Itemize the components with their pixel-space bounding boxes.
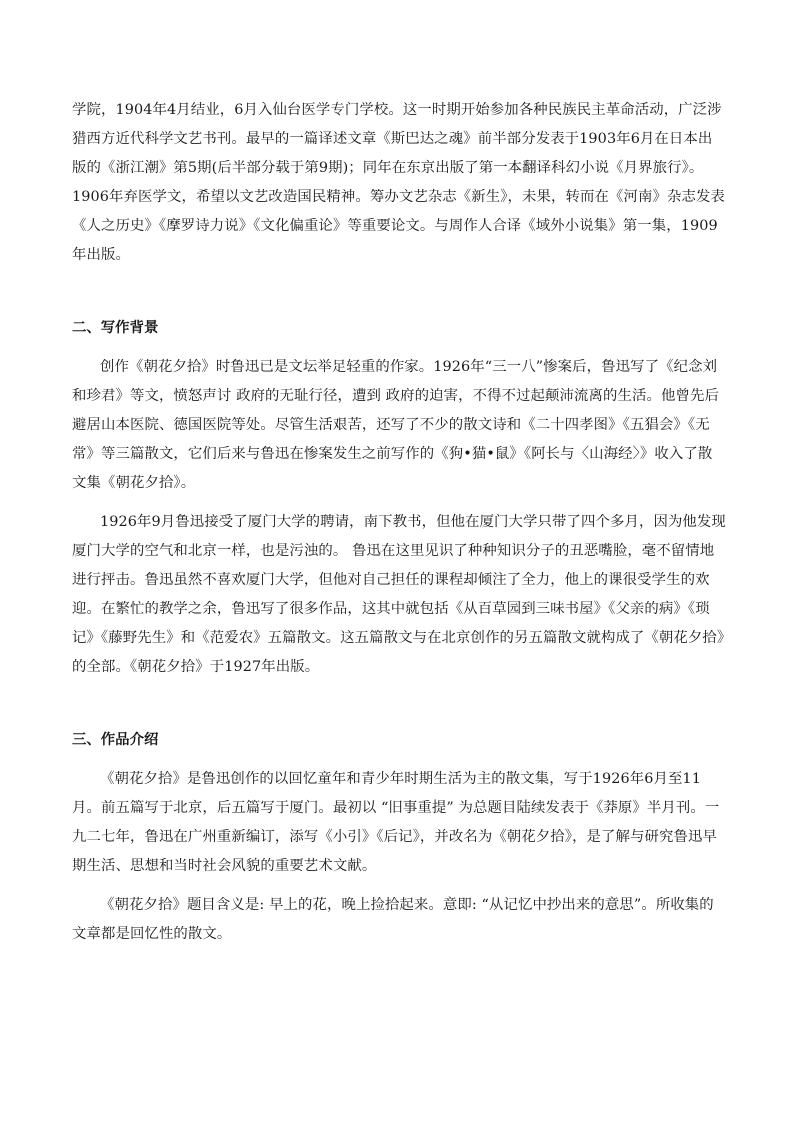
- section-heading-work-introduction: 三、作品介绍: [72, 732, 159, 748]
- document-body: [72, 96, 726, 949]
- paragraph: 《朝花夕拾》题目含义是: 早上的花，晚上捡拾起来。意即: “从记忆中抄出来的意思”。所收集的文章都是回忆性的散文。: [72, 897, 714, 942]
- section-heading-writing-background: 二、写作背景: [72, 320, 159, 336]
- intro-paragraph: 学院，1904年4月结业，6月入仙台医学专门学校。这一时期开始参加各种民族民主革命活动，广泛涉猎西方近代科学文艺书刊。最早的一篇译述文章《斯巴达之魂》前半部分发表于1903年6月在日本出版的《浙江潮》第5期(后半部分载于第9期)；同年在东京出版了第一本翻译科幻小说《月界旅行》。1906年弃医学文，希望以文艺改造国民精神。筹办文艺杂志《新生》，未果，转而在《河南》杂志发表《人之历史》《摩罗诗力说》《文化偏重论》等重要论文。与周作人合译《域外小说集》第一集，1909年出版。: [72, 102, 725, 263]
- paragraph: 《朝花夕拾》是鲁迅创作的以回忆童年和青少年时期生活为主的散文集，写于1926年6月至11月。前五篇写于北京，后五篇写于厦门。最初以 “旧事重提” 为总题目陆续发表于《莽原》半月刊。一九二七年，鲁迅在广州重新编订，添写《小引》《后记》，并改名为《朝花夕拾》，是了解与研究鲁迅早期生活、思想和当时社会风貌的重要艺术文献。: [72, 771, 720, 874]
- section-writing-background: [72, 314, 726, 682]
- section-work-introduction: [72, 726, 726, 949]
- paragraph: 创作《朝花夕拾》时鲁迅已是文坛举足轻重的作家。1926年“三一八”惨案后，鲁迅写了《纪念刘和珍君》等文，愤怒声讨 政府的无耻行径，遭到 政府的迫害，不得不过起颠沛流离的生活。他曾先后避居山本医院、德国医院等处。尽管生活艰苦，还写了不少的散文诗和《二十四孝图》《五猖会》《无常》等三篇散文，它们后来与鲁迅在惨案发生之前写作的《狗•猫•鼠》《阿长与〈山海经〉》收入了散文集《朝花夕拾》。: [72, 359, 719, 491]
- paragraph: 1926年9月鲁迅接受了厦门大学的聘请，南下教书，但他在厦门大学只带了四个多月，因为他发现厦门大学的空气和北京一样，也是污浊的。 鲁迅在这里见识了种种知识分子的丑恶嘴脸，毫不留情地进行抨击。鲁迅虽然不喜欢厦门大学，但他对自己担任的课程却倾注了全力，他上的课很受学生的欢迎。在繁忙的教学之余，鲁迅写了很多作品，这其中就包括《从百草园到三味书屋》《父亲的病》《琐记》《藤野先生》和《范爱农》五篇散文。这五篇散文与在北京创作的另五篇散文就构成了《朝花夕拾》的全部。《朝花夕拾》于1927年出版。: [72, 514, 726, 675]
